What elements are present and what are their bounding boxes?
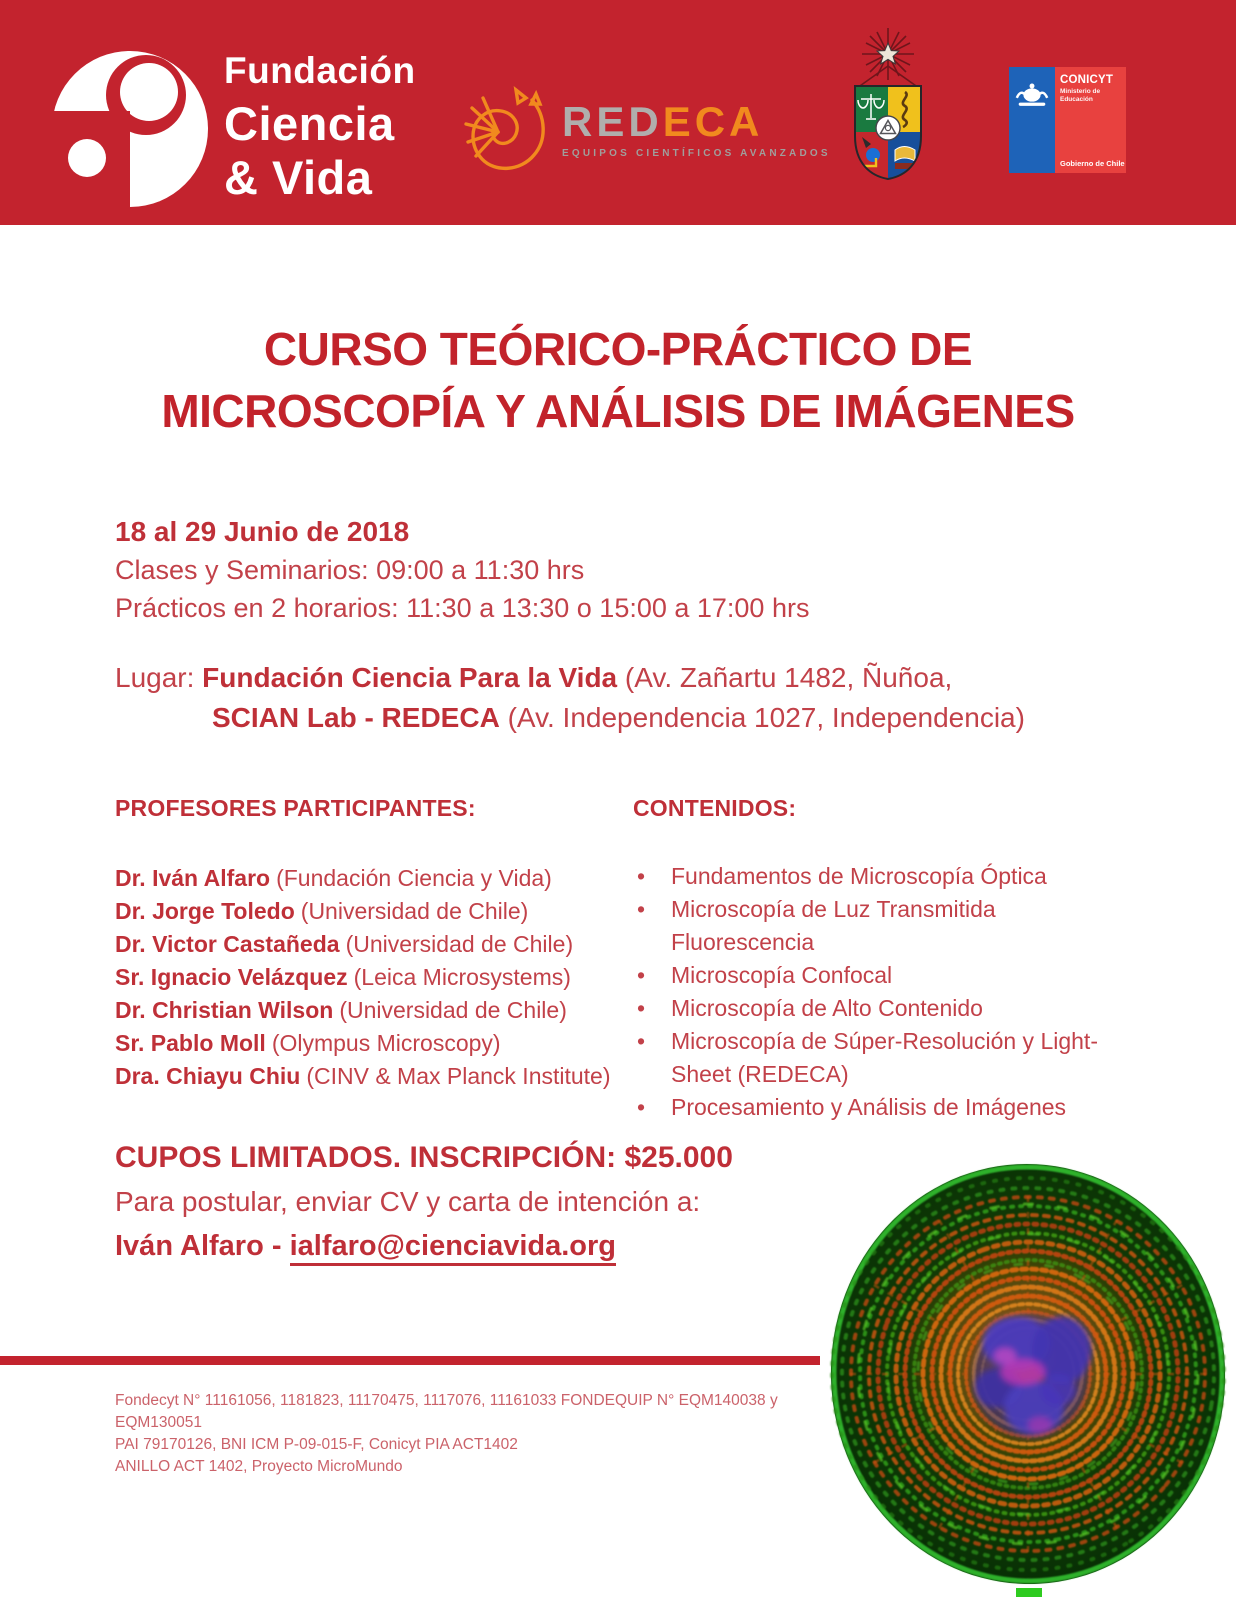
registration-contact-line	[115, 1224, 733, 1268]
conicyt-blue-panel	[1009, 67, 1055, 173]
page-title-line1: CURSO TEÓRICO-PRÁCTICO DE	[263, 323, 973, 375]
location-block	[115, 658, 1025, 738]
redeca-logo	[452, 80, 831, 180]
registration-block	[115, 1136, 733, 1268]
content-item: • Microscopía Confocal	[671, 959, 1103, 992]
fcv-wordmark-line3: & Vida	[224, 151, 373, 204]
fcv-wordmark-line2: Ciencia	[224, 97, 395, 150]
redeca-tagline: EQUIPOS CIENTÍFICOS AVANZADOS	[562, 148, 831, 159]
conicyt-subtitle: Ministerio de Educación	[1060, 88, 1101, 104]
classes-hours: Clases y Seminarios: 09:00 a 11:30 hrs	[115, 555, 585, 585]
professor-name: Dr. Jorge Toledo	[115, 898, 295, 924]
venue2-address: (Av. Independencia 1027, Independencia)	[499, 702, 1025, 733]
professor-item	[115, 1060, 630, 1093]
funding-line4: ANILLO ACT 1402, Proyecto MicroMundo	[115, 1458, 403, 1475]
fcv-bubble-logo-icon	[50, 45, 210, 210]
practicals-hours: Prácticos en 2 horarios: 11:30 a 13:30 o 15:00 a 17:00 hrs	[115, 593, 810, 623]
page-title-line2: MICROSCOPÍA Y ANÁLISIS DE IMÁGENES	[161, 385, 1075, 437]
venue1-name: Fundación Ciencia Para la Vida	[202, 662, 618, 693]
registration-fee-line: CUPOS LIMITADOS. INSCRIPCIÓN: $25.000	[115, 1141, 733, 1174]
professor-name: Dr. Victor Castañeda	[115, 931, 340, 957]
professor-item	[115, 994, 630, 1027]
chile-coat-of-arms-icon	[1013, 81, 1051, 109]
funding-line2: EQM130051	[115, 1414, 203, 1431]
professor-name: Sr. Pablo Moll	[115, 1030, 266, 1056]
location-line2	[115, 698, 1025, 738]
conicyt-red-panel	[1055, 67, 1126, 173]
venue1-address: (Av. Zañartu 1482, Ñuñoa,	[617, 662, 953, 693]
location-label: Lugar:	[115, 662, 203, 693]
schedule-block	[115, 513, 809, 627]
professor-affiliation: (Universidad de Chile)	[339, 997, 567, 1023]
content-item: • Fundamentos de Microscopía Óptica	[671, 860, 1103, 893]
contact-name: Iván Alfaro -	[115, 1230, 290, 1262]
redeca-shell-icon	[452, 80, 552, 180]
professor-name: Dra. Chiayu Chiu	[115, 1063, 301, 1089]
content-item: • Microscopía de Luz Transmitida Fluorescencia	[671, 893, 1103, 959]
professor-item	[115, 895, 630, 928]
fcv-wordmark-line1: Fundación	[224, 50, 416, 91]
course-dates: 18 al 29 Junio de 2018	[115, 516, 410, 547]
professor-name: Dr. Christian Wilson	[115, 997, 334, 1023]
conicyt-logo	[1009, 67, 1126, 173]
funding-line1: Fondecyt N° 11161056, 1181823, 11170475, 1117076, 11161033 FONDEQUIP N° EQM140038 y	[115, 1392, 778, 1409]
professor-affiliation: (Leica Microsystems)	[353, 964, 571, 990]
conicyt-gobierno-label: Gobierno de Chile	[1060, 159, 1125, 168]
professors-section	[115, 795, 630, 1093]
location-line1	[115, 658, 1025, 698]
content-item: • Microscopía de Súper-Resolución y Light-Sheet (REDECA)	[671, 1025, 1103, 1091]
content-item: • Procesamiento y Análisis de Imágenes	[671, 1091, 1103, 1124]
page-title	[0, 318, 1236, 442]
header-band	[0, 0, 1236, 225]
professors-list	[115, 862, 630, 1093]
redeca-wordmark	[562, 98, 831, 159]
professor-name: Dr. Iván Alfaro	[115, 865, 271, 891]
professor-affiliation: (Fundación Ciencia y Vida)	[276, 865, 552, 891]
professor-affiliation: (Olympus Microscopy)	[271, 1030, 501, 1056]
professor-item	[115, 961, 630, 994]
professor-item	[115, 1027, 630, 1060]
cell-micrograph-image	[820, 1150, 1236, 1600]
professor-affiliation: (Universidad de Chile)	[300, 898, 529, 924]
professor-affiliation: (CINV & Max Planck Institute)	[306, 1063, 611, 1089]
contact-email-link[interactable]: ialfaro@cienciavida.org	[290, 1230, 616, 1266]
professor-item	[115, 928, 630, 961]
professor-item	[115, 862, 630, 895]
registration-instructions: Para postular, enviar CV y carta de intención a:	[115, 1186, 701, 1217]
content-item: • Microscopía de Alto Contenido	[671, 992, 1103, 1025]
contents-heading: CONTENIDOS:	[633, 795, 797, 821]
funding-footnotes	[115, 1390, 815, 1478]
professor-affiliation: (Universidad de Chile)	[345, 931, 574, 957]
professor-name: Sr. Ignacio Velázquez	[115, 964, 348, 990]
professors-heading: PROFESORES PARTICIPANTES:	[115, 795, 476, 821]
contents-list	[633, 860, 1103, 1124]
fluorescence-cell-illustration	[820, 1150, 1236, 1600]
redeca-word-eca: ECA	[662, 98, 764, 145]
fcv-wordmark	[224, 50, 416, 204]
redeca-word-red: RED	[562, 98, 663, 145]
universidad-de-chile-crest-icon	[843, 24, 933, 188]
venue2-name: SCIAN Lab - REDECA	[212, 702, 500, 733]
contents-section	[633, 795, 1103, 1124]
funding-line3: PAI 79170126, BNI ICM P-09-015-F, Conicyt PIA ACT1402	[115, 1436, 518, 1453]
conicyt-title: CONICYT	[1060, 74, 1114, 86]
